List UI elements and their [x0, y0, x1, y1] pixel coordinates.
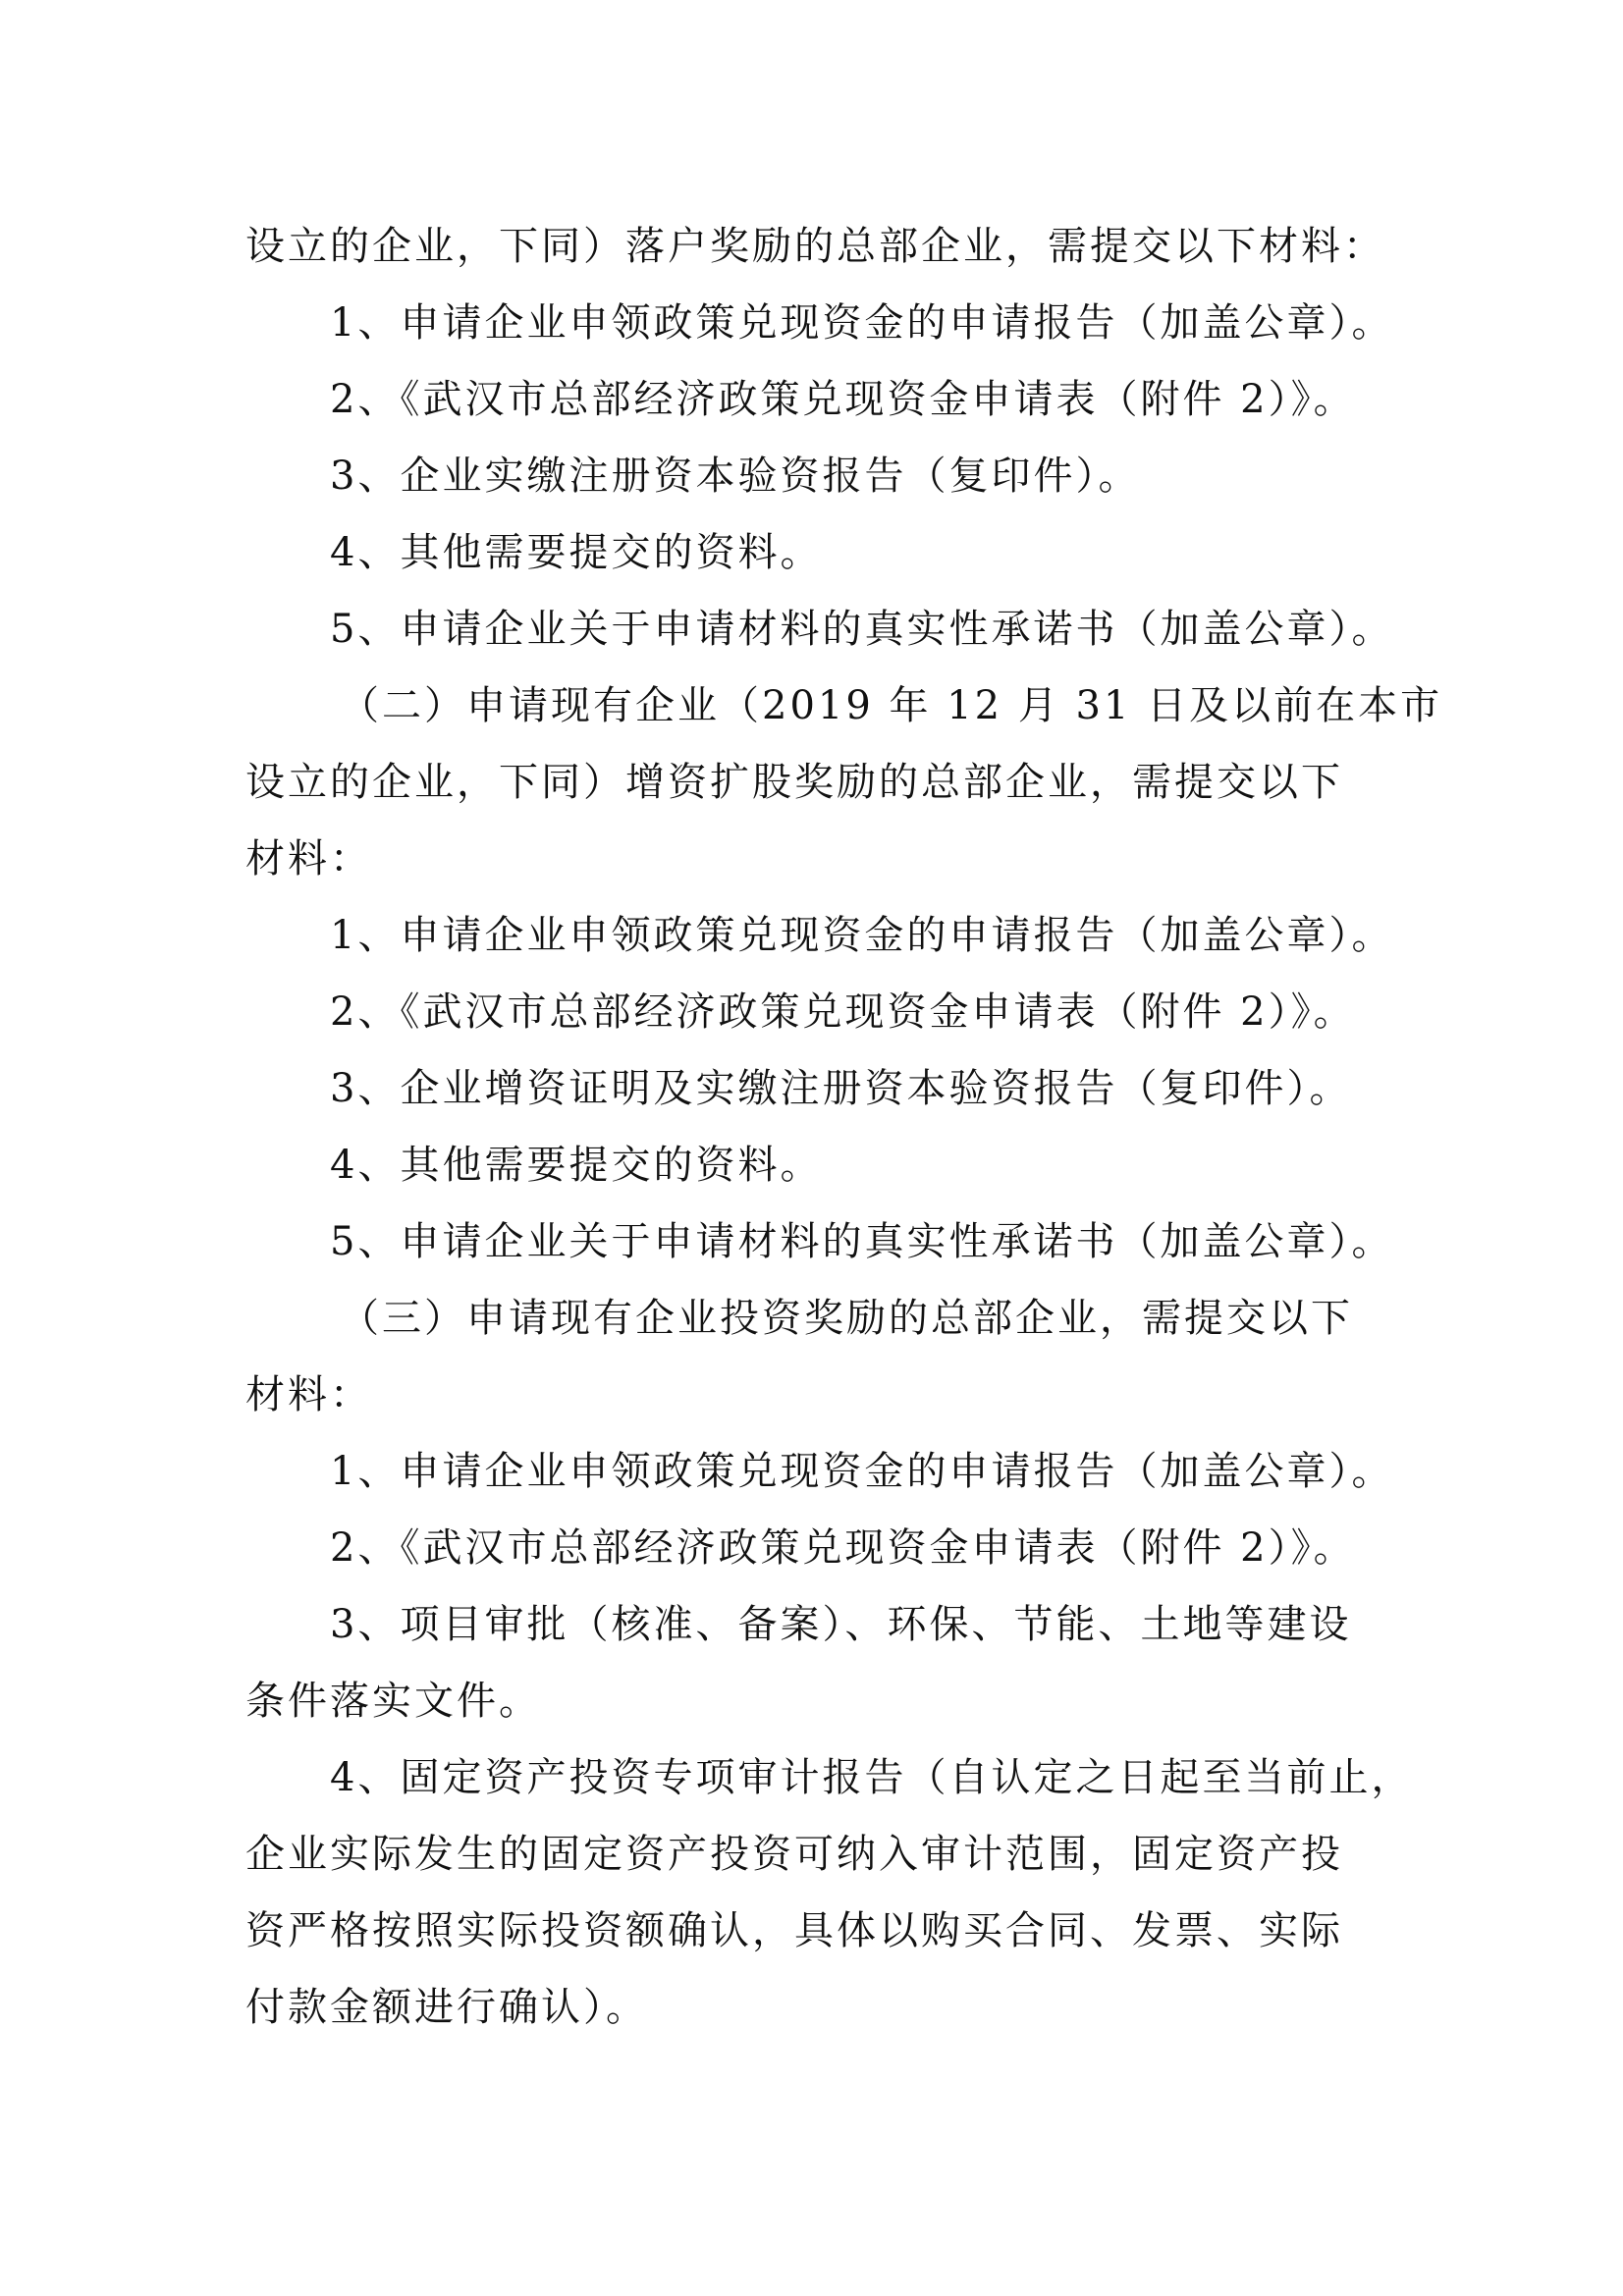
list-item: 1、申请企业申领政策兑现资金的申请报告（加盖公章）。: [330, 300, 1394, 346]
list-item: 4、固定资产投资专项审计报告（自认定之日起至当前止，: [330, 1755, 1414, 1800]
list-item: 5、申请企业关于申请材料的真实性承诺书（加盖公章）。: [330, 1219, 1394, 1264]
text-line: 企业实际发生的固定资产投资可纳入审计范围，固定资产投: [245, 1832, 1343, 1877]
document-body: [245, 208, 1443, 2046]
text-line: 材料：: [245, 836, 372, 881]
section-heading: （三）申请现有企业投资奖励的总部企业，需提交以下: [340, 1296, 1353, 1341]
text-line: 材料：: [245, 1372, 372, 1417]
list-item: 2、《武汉市总部经济政策兑现资金申请表（附件 2）》。: [330, 377, 1356, 422]
list-item: 3、企业增资证明及实缴注册资本验资报告（复印件）。: [330, 1066, 1352, 1111]
list-item: 3、企业实缴注册资本验资报告（复印件）。: [330, 454, 1141, 499]
list-item: 4、其他需要提交的资料。: [330, 530, 823, 575]
list-item: 2、《武汉市总部经济政策兑现资金申请表（附件 2）》。: [330, 989, 1356, 1035]
list-item: 5、申请企业关于申请材料的真实性承诺书（加盖公章）。: [330, 607, 1394, 652]
section-heading: （二）申请现有企业（2019 年 12 月 31 日及以前在本市: [340, 683, 1443, 728]
list-item: 1、申请企业申领政策兑现资金的申请报告（加盖公章）。: [330, 1449, 1394, 1494]
list-item: 2、《武汉市总部经济政策兑现资金申请表（附件 2）》。: [330, 1525, 1356, 1571]
text-line: 设立的企业，下同）落户奖励的总部企业，需提交以下材料：: [245, 224, 1385, 269]
list-item: 1、申请企业申领政策兑现资金的申请报告（加盖公章）。: [330, 913, 1394, 958]
text-line: 付款金额进行确认）。: [245, 1985, 648, 2030]
text-line: 资严格按照实际投资额确认，具体以购买合同、发票、实际: [245, 1908, 1343, 1953]
list-item: 3、项目审批（核准、备案）、环保、节能、土地等建设: [330, 1602, 1352, 1647]
text-line: 设立的企业，下同）增资扩股奖励的总部企业，需提交以下: [245, 760, 1343, 805]
list-item: 4、其他需要提交的资料。: [330, 1143, 823, 1188]
text-line: 条件落实文件。: [245, 1679, 541, 1724]
